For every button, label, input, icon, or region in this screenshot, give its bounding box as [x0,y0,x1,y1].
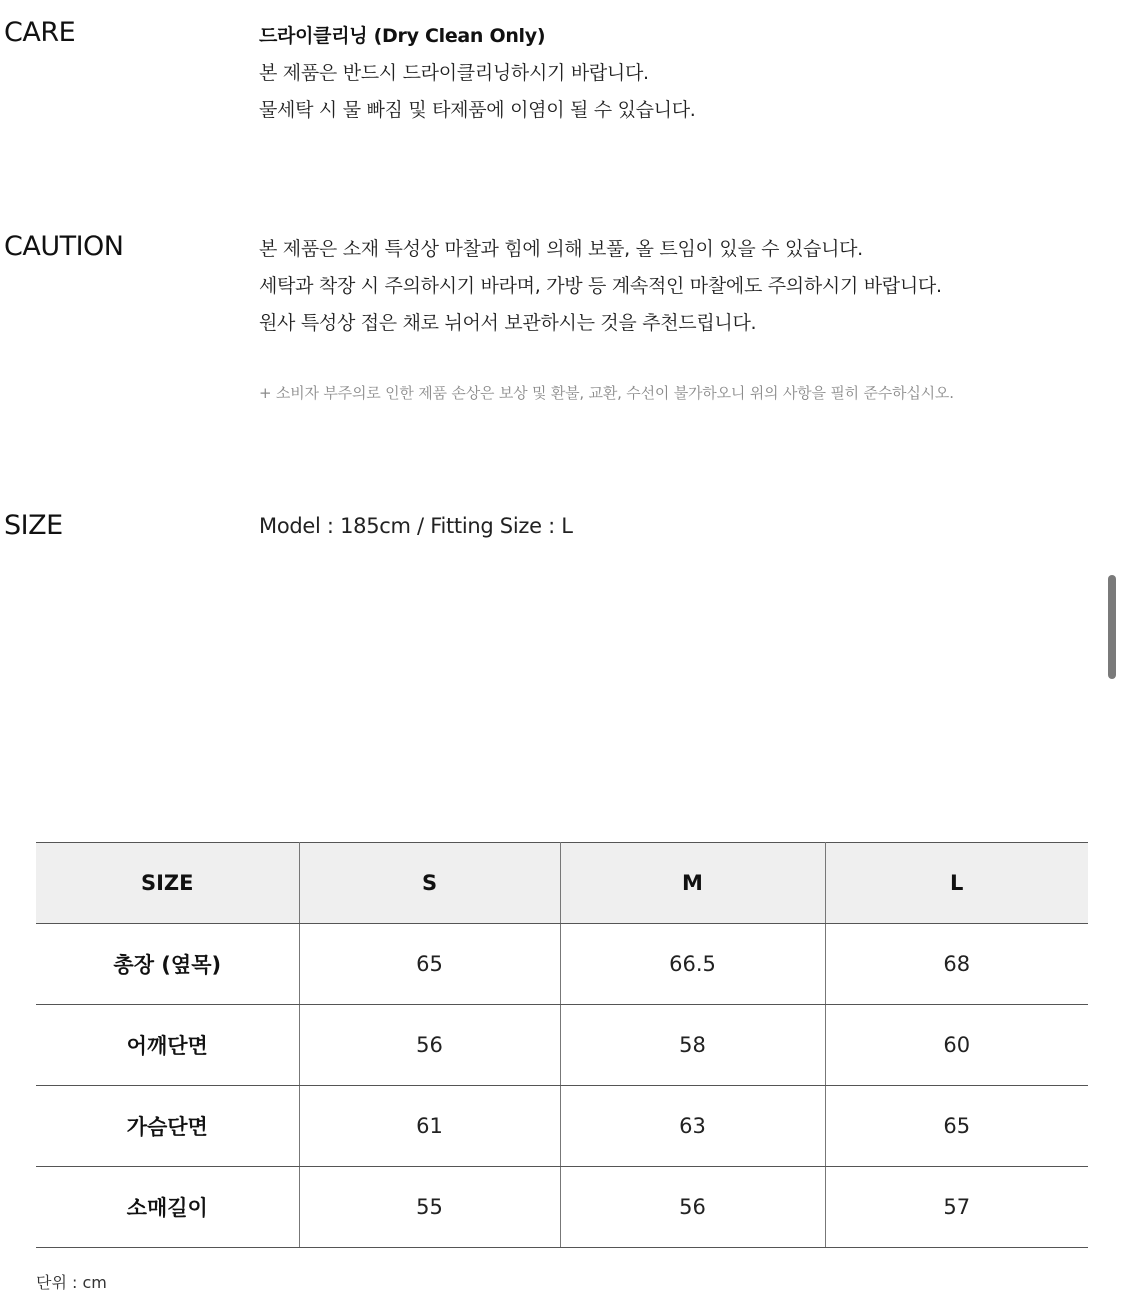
caution-line-2: 세탁과 착장 시 주의하시기 바라며, 가방 등 계속적인 마찰에도 주의하시기 바랍니다. [259,275,942,297]
table-row [36,924,1088,1005]
table-cell: 58 [560,1005,825,1086]
scrollbar-thumb[interactable] [1108,575,1116,679]
table-row [36,1086,1088,1167]
care-heading: 드라이클리닝 (Dry Clean Only) [259,25,546,47]
care-body [259,18,696,129]
caution-line-1: 본 제품은 소재 특성상 마찰과 힘에 의해 보풀, 올 트임이 있을 수 있습니다. [259,238,863,260]
table-cell: 66.5 [560,924,825,1005]
header-size: SIZE [36,843,299,924]
table-cell: 61 [299,1086,560,1167]
header-s: S [299,843,560,924]
row-label: 가슴단면 [36,1086,299,1167]
header-m: M [560,843,825,924]
caution-body [259,231,942,342]
caution-note: + 소비자 부주의로 인한 제품 손상은 보상 및 환불, 교환, 수선이 불가하오니 위의 사항을 필히 준수하십시오. [259,384,954,402]
unit-label: 단위 : cm [36,1273,107,1292]
table-cell: 57 [825,1167,1088,1248]
row-label: 총장 (옆목) [36,924,299,1005]
size-label: SIZE [4,510,63,541]
table-cell: 68 [825,924,1088,1005]
table-cell: 63 [560,1086,825,1167]
table-row [36,1005,1088,1086]
row-label: 어깨단면 [36,1005,299,1086]
caution-label: CAUTION [4,231,124,262]
table-header-row [36,843,1088,924]
care-label: CARE [4,17,76,48]
table-cell: 56 [560,1167,825,1248]
header-l: L [825,843,1088,924]
model-info: Model : 185cm / Fitting Size : L [259,514,573,538]
table-cell: 55 [299,1167,560,1248]
caution-line-3: 원사 특성상 접은 채로 뉘어서 보관하시는 것을 추천드립니다. [259,312,757,334]
care-line-2: 물세탁 시 물 빠짐 및 타제품에 이염이 될 수 있습니다. [259,99,696,121]
table-cell: 56 [299,1005,560,1086]
table-row [36,1167,1088,1248]
row-label: 소매길이 [36,1167,299,1248]
table-cell: 60 [825,1005,1088,1086]
table-cell: 65 [299,924,560,1005]
table-cell: 65 [825,1086,1088,1167]
care-line-1: 본 제품은 반드시 드라이클리닝하시기 바랍니다. [259,62,649,84]
size-table [36,842,1088,1248]
